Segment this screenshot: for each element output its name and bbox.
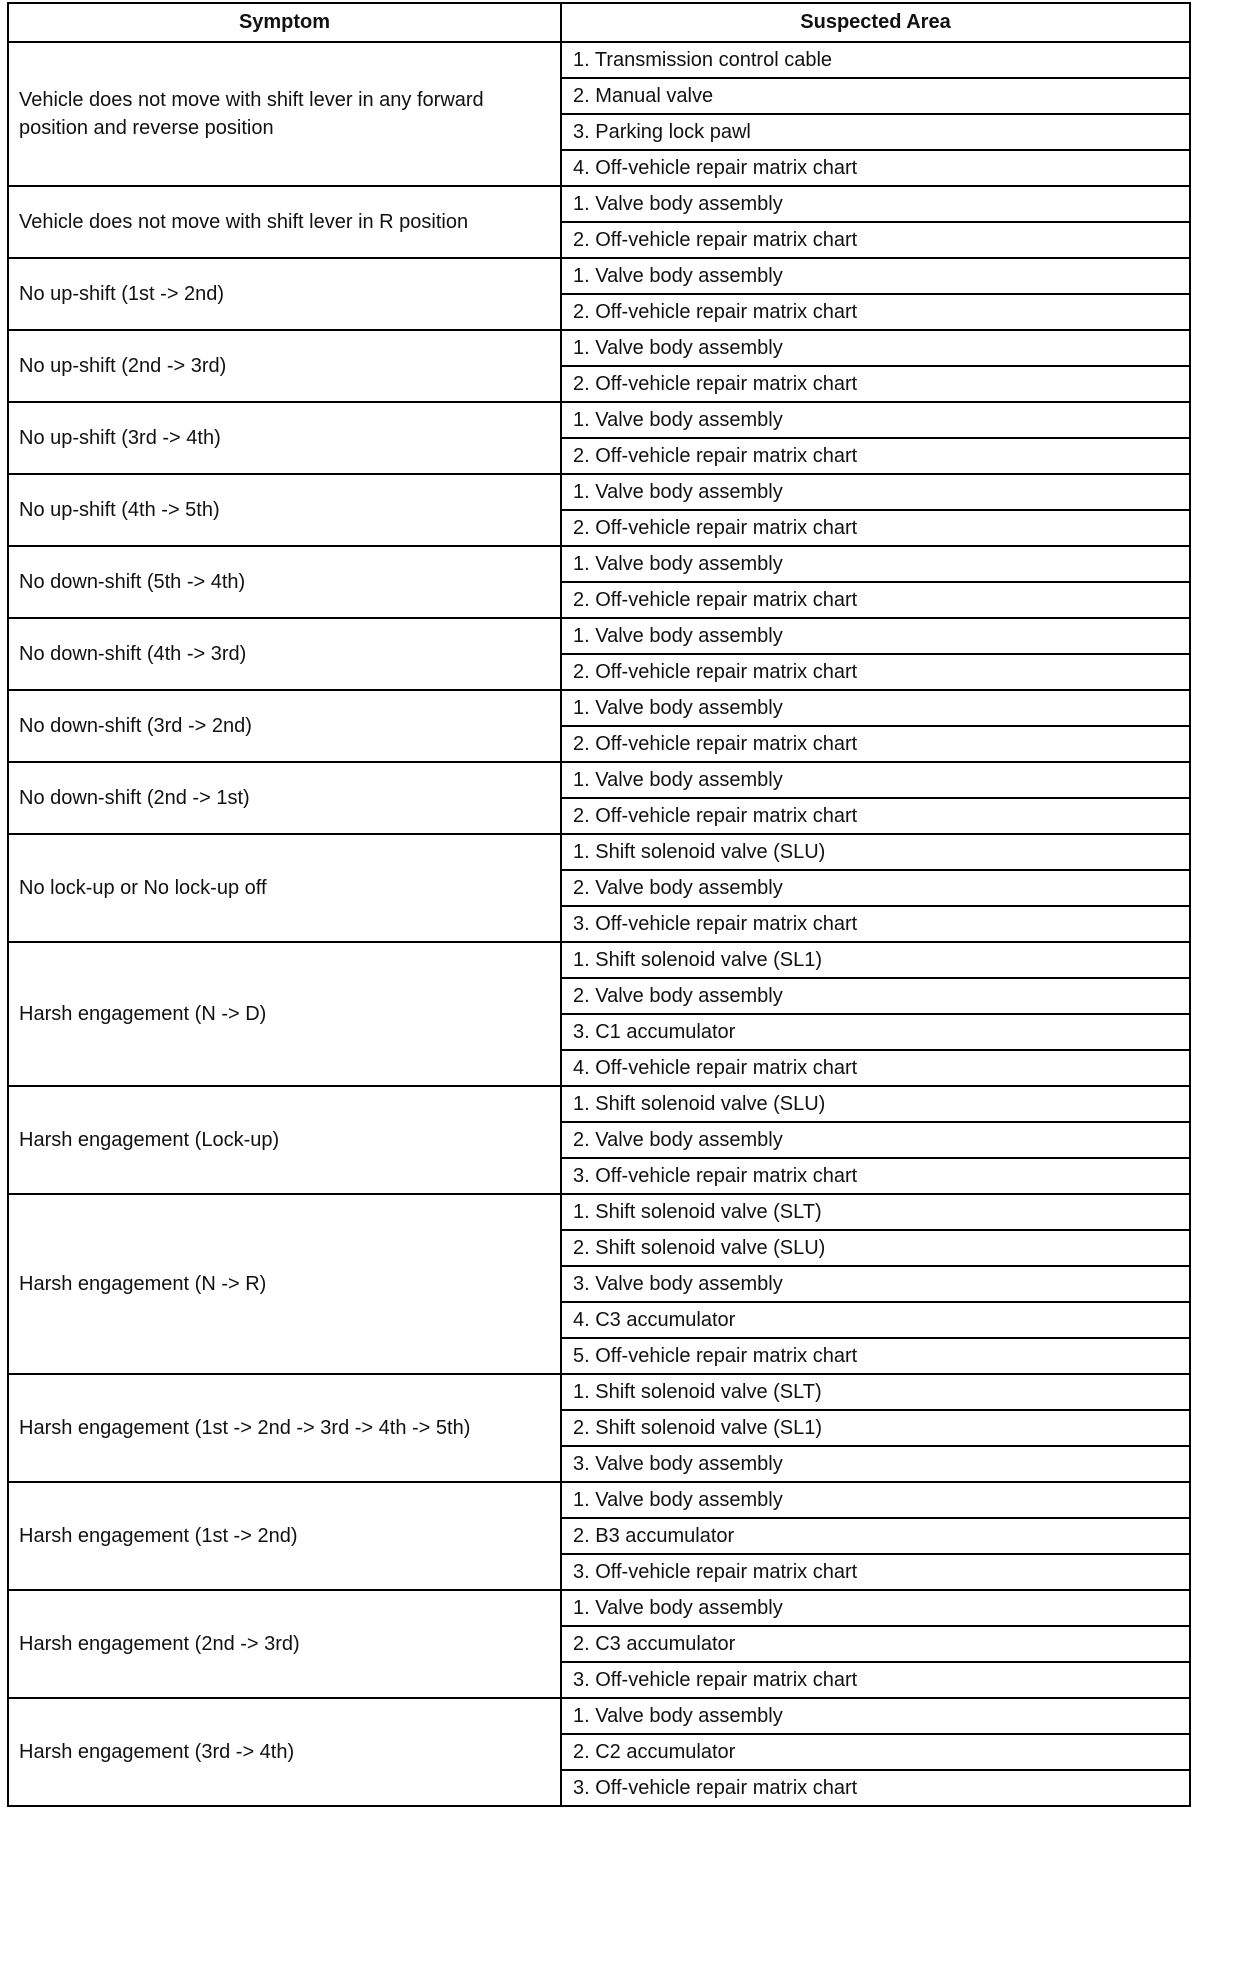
table-row bbox=[8, 690, 1190, 726]
suspected-area-cell: 4. Off-vehicle repair matrix chart bbox=[561, 1050, 1190, 1086]
symptom-cell: Harsh engagement (N -> R) bbox=[8, 1194, 561, 1374]
suspected-area-cell: 1. Valve body assembly bbox=[561, 690, 1190, 726]
table-body bbox=[8, 42, 1190, 1806]
symptom-cell: Vehicle does not move with shift lever in any forward position and reverse position bbox=[8, 42, 561, 186]
suspected-area-cell: 2. Off-vehicle repair matrix chart bbox=[561, 438, 1190, 474]
table-row bbox=[8, 1374, 1190, 1410]
suspected-area-cell: 2. Off-vehicle repair matrix chart bbox=[561, 294, 1190, 330]
suspected-area-cell: 3. C1 accumulator bbox=[561, 1014, 1190, 1050]
symptom-cell: No down-shift (5th -> 4th) bbox=[8, 546, 561, 618]
suspected-area-cell: 1. Shift solenoid valve (SLT) bbox=[561, 1194, 1190, 1230]
suspected-area-cell: 2. B3 accumulator bbox=[561, 1518, 1190, 1554]
suspected-area-cell: 3. Off-vehicle repair matrix chart bbox=[561, 1158, 1190, 1194]
symptom-cell: No down-shift (4th -> 3rd) bbox=[8, 618, 561, 690]
header-row bbox=[8, 3, 1190, 42]
suspected-area-cell: 2. Off-vehicle repair matrix chart bbox=[561, 366, 1190, 402]
suspected-area-cell: 3. Off-vehicle repair matrix chart bbox=[561, 906, 1190, 942]
header-suspected-area: Suspected Area bbox=[561, 3, 1190, 42]
suspected-area-cell: 2. Off-vehicle repair matrix chart bbox=[561, 798, 1190, 834]
suspected-area-cell: 2. Off-vehicle repair matrix chart bbox=[561, 726, 1190, 762]
suspected-area-cell: 1. Valve body assembly bbox=[561, 1482, 1190, 1518]
table-row bbox=[8, 186, 1190, 222]
table-row bbox=[8, 1482, 1190, 1518]
suspected-area-cell: 3. Valve body assembly bbox=[561, 1266, 1190, 1302]
suspected-area-cell: 2. Valve body assembly bbox=[561, 870, 1190, 906]
table-row bbox=[8, 474, 1190, 510]
symptom-cell: No up-shift (4th -> 5th) bbox=[8, 474, 561, 546]
table-row bbox=[8, 762, 1190, 798]
table-row bbox=[8, 1194, 1190, 1230]
suspected-area-cell: 1. Valve body assembly bbox=[561, 402, 1190, 438]
suspected-area-cell: 1. Valve body assembly bbox=[561, 330, 1190, 366]
suspected-area-cell: 2. Manual valve bbox=[561, 78, 1190, 114]
symptom-table bbox=[7, 2, 1191, 1807]
symptom-cell: Harsh engagement (N -> D) bbox=[8, 942, 561, 1086]
suspected-area-cell: 2. Off-vehicle repair matrix chart bbox=[561, 222, 1190, 258]
table-row bbox=[8, 546, 1190, 582]
symptom-cell: Harsh engagement (1st -> 2nd -> 3rd -> 4th -> 5th) bbox=[8, 1374, 561, 1482]
table-row bbox=[8, 330, 1190, 366]
symptom-cell: Harsh engagement (2nd -> 3rd) bbox=[8, 1590, 561, 1698]
suspected-area-cell: 1. Valve body assembly bbox=[561, 618, 1190, 654]
suspected-area-cell: 2. Shift solenoid valve (SLU) bbox=[561, 1230, 1190, 1266]
suspected-area-cell: 1. Valve body assembly bbox=[561, 546, 1190, 582]
symptom-cell: No down-shift (2nd -> 1st) bbox=[8, 762, 561, 834]
symptom-cell: No up-shift (3rd -> 4th) bbox=[8, 402, 561, 474]
suspected-area-cell: 3. Off-vehicle repair matrix chart bbox=[561, 1770, 1190, 1806]
symptom-cell: Harsh engagement (Lock-up) bbox=[8, 1086, 561, 1194]
suspected-area-cell: 1. Shift solenoid valve (SLT) bbox=[561, 1374, 1190, 1410]
suspected-area-cell: 2. C3 accumulator bbox=[561, 1626, 1190, 1662]
table-row bbox=[8, 1086, 1190, 1122]
table-row bbox=[8, 942, 1190, 978]
suspected-area-cell: 2. Valve body assembly bbox=[561, 1122, 1190, 1158]
table-row bbox=[8, 1698, 1190, 1734]
suspected-area-cell: 5. Off-vehicle repair matrix chart bbox=[561, 1338, 1190, 1374]
suspected-area-cell: 1. Shift solenoid valve (SL1) bbox=[561, 942, 1190, 978]
table-row bbox=[8, 402, 1190, 438]
suspected-area-cell: 1. Valve body assembly bbox=[561, 1590, 1190, 1626]
symptom-cell: No up-shift (2nd -> 3rd) bbox=[8, 330, 561, 402]
suspected-area-cell: 4. Off-vehicle repair matrix chart bbox=[561, 150, 1190, 186]
table-row bbox=[8, 258, 1190, 294]
suspected-area-cell: 1. Shift solenoid valve (SLU) bbox=[561, 1086, 1190, 1122]
suspected-area-cell: 2. Off-vehicle repair matrix chart bbox=[561, 510, 1190, 546]
symptom-cell: Vehicle does not move with shift lever in R position bbox=[8, 186, 561, 258]
suspected-area-cell: 2. Valve body assembly bbox=[561, 978, 1190, 1014]
suspected-area-cell: 3. Valve body assembly bbox=[561, 1446, 1190, 1482]
suspected-area-cell: 3. Off-vehicle repair matrix chart bbox=[561, 1554, 1190, 1590]
suspected-area-cell: 1. Valve body assembly bbox=[561, 1698, 1190, 1734]
symptom-cell: No up-shift (1st -> 2nd) bbox=[8, 258, 561, 330]
header-symptom: Symptom bbox=[8, 3, 561, 42]
table-row bbox=[8, 834, 1190, 870]
table-header bbox=[8, 3, 1190, 42]
suspected-area-cell: 2. Off-vehicle repair matrix chart bbox=[561, 582, 1190, 618]
suspected-area-cell: 1. Transmission control cable bbox=[561, 42, 1190, 78]
symptom-cell: No down-shift (3rd -> 2nd) bbox=[8, 690, 561, 762]
suspected-area-cell: 1. Valve body assembly bbox=[561, 474, 1190, 510]
suspected-area-cell: 2. Shift solenoid valve (SL1) bbox=[561, 1410, 1190, 1446]
table-row bbox=[8, 618, 1190, 654]
table-row bbox=[8, 42, 1190, 78]
symptom-cell: Harsh engagement (3rd -> 4th) bbox=[8, 1698, 561, 1806]
suspected-area-cell: 3. Parking lock pawl bbox=[561, 114, 1190, 150]
suspected-area-cell: 1. Valve body assembly bbox=[561, 258, 1190, 294]
suspected-area-cell: 4. C3 accumulator bbox=[561, 1302, 1190, 1338]
symptom-cell: No lock-up or No lock-up off bbox=[8, 834, 561, 942]
table-row bbox=[8, 1590, 1190, 1626]
suspected-area-cell: 1. Valve body assembly bbox=[561, 762, 1190, 798]
suspected-area-cell: 2. C2 accumulator bbox=[561, 1734, 1190, 1770]
suspected-area-cell: 2. Off-vehicle repair matrix chart bbox=[561, 654, 1190, 690]
suspected-area-cell: 1. Valve body assembly bbox=[561, 186, 1190, 222]
symptom-cell: Harsh engagement (1st -> 2nd) bbox=[8, 1482, 561, 1590]
suspected-area-cell: 1. Shift solenoid valve (SLU) bbox=[561, 834, 1190, 870]
suspected-area-cell: 3. Off-vehicle repair matrix chart bbox=[561, 1662, 1190, 1698]
